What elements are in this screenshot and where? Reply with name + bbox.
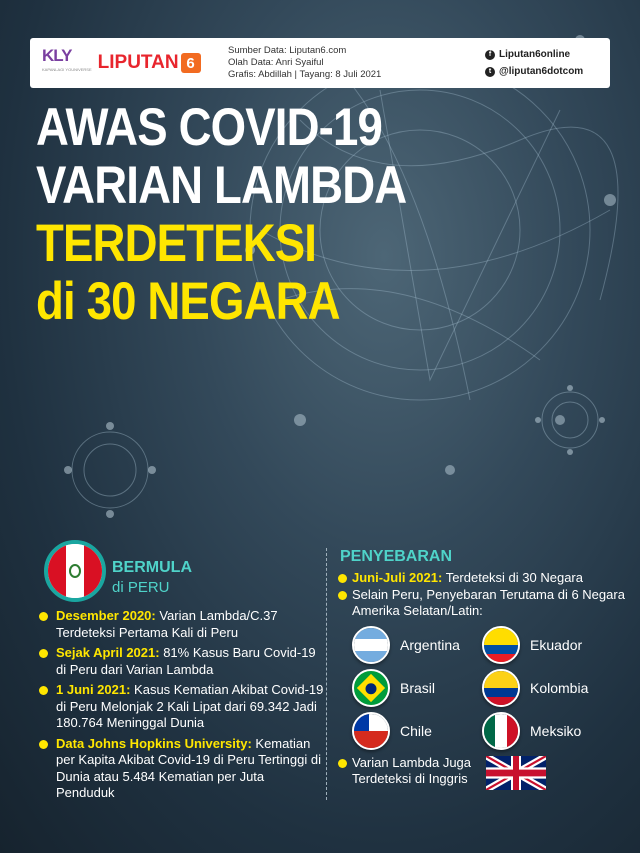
section-origin-heading — [112, 558, 192, 598]
credit-source: Sumber Data: Liputan6.com — [228, 45, 347, 56]
bullet-text: Kasus Kematian Akibat Covid-19 di Peru Melonjak 2 Kali Lipat dari 69.342 Jadi 180.764 Meninggal Dunia — [56, 682, 324, 730]
bullet-highlight: 1 Juni 2021: — [56, 682, 131, 697]
bullet-text: Kematian per Kapita Akibat Covid-19 di Peru Tertinggi di Dunia atau 5.484 Kematian per Juta Penduduk — [56, 735, 321, 800]
list-item — [36, 645, 326, 678]
country-label: Kolombia — [530, 680, 589, 696]
country-brazil — [352, 669, 435, 707]
bullet-text: Varian Lambda/C.37 Terdeteksi Pertama Kali di Peru — [56, 608, 278, 640]
twitter-icon: t — [485, 67, 495, 77]
list-item — [36, 736, 326, 802]
country-argentina — [352, 626, 460, 664]
spread-bullet-1 — [338, 570, 638, 586]
header-bar — [30, 38, 610, 88]
facebook-icon: f — [485, 50, 495, 60]
peru-flag-icon — [44, 540, 106, 602]
brand-logo[interactable] — [30, 38, 220, 88]
origin-heading-text: BERMULA — [112, 559, 192, 576]
kly-logo-text: KLY — [42, 46, 72, 65]
facebook-handle: Liputan6online — [499, 49, 571, 60]
colombia-flag-icon — [482, 669, 520, 707]
social-links — [485, 46, 583, 80]
chile-flag-icon — [352, 712, 390, 750]
bullet-text: Varian Lambda Juga Terdeteksi di Inggris — [352, 755, 472, 786]
spread-bullet-3 — [338, 755, 498, 787]
title-line-2: VARIAN LAMBDA — [36, 156, 407, 215]
bullet-text: 81% Kasus Baru Covid-19 di Peru dari Varian Lambda — [56, 645, 316, 677]
origin-bullet-list — [36, 608, 326, 806]
ecuador-flag-icon — [482, 626, 520, 664]
list-item — [36, 682, 326, 732]
origin-subheading-text: di PERU — [112, 579, 170, 596]
country-chile — [352, 712, 432, 750]
mexico-flag-icon — [482, 712, 520, 750]
liputan-logo-text: LIPUTAN — [97, 52, 179, 73]
argentina-flag-icon — [352, 626, 390, 664]
credits-block — [220, 45, 485, 81]
title-line-1: AWAS COVID-19 — [36, 98, 382, 157]
facebook-link[interactable] — [485, 46, 583, 63]
title-line-3: TERDETEKSI — [36, 214, 317, 273]
bullet-highlight: Desember 2020: — [56, 608, 156, 623]
bullet-highlight: Sejak April 2021: — [56, 645, 160, 660]
section-spread-heading: PENYEBARAN — [340, 548, 453, 565]
kly-logo-subtext: KAPANLAGI YOUNIVERSE — [42, 67, 92, 72]
kly-logo — [42, 46, 92, 77]
country-mexico — [482, 712, 581, 750]
country-label: Brasil — [400, 680, 436, 696]
twitter-handle: @liputan6dotcom — [499, 66, 584, 77]
bullet-text: Terdeteksi di 30 Negara — [442, 570, 583, 585]
credit-data: Olah Data: Anri Syaiful — [228, 57, 324, 68]
liputan-six-badge: 6 — [181, 53, 201, 73]
country-label: Ekuador — [530, 637, 583, 653]
country-colombia — [482, 669, 588, 707]
bullet-text: Selain Peru, Penyebaran Terutama di 6 Negara Amerika Selatan/Latin: — [352, 587, 625, 618]
uk-flag-icon — [486, 756, 546, 790]
column-divider — [326, 548, 327, 800]
country-label: Chile — [400, 723, 432, 739]
spread-bullet-2 — [338, 587, 638, 619]
country-ecuador — [482, 626, 582, 664]
bullet-highlight: Juni-Juli 2021: — [352, 570, 443, 585]
list-item — [36, 608, 326, 641]
country-label: Argentina — [400, 637, 460, 653]
country-label: Meksiko — [530, 723, 582, 739]
bullet-highlight: Data Johns Hopkins University: — [56, 735, 252, 751]
credit-graphics: Grafis: Abdillah | Tayang: 8 Juli 2021 — [228, 69, 382, 80]
twitter-link[interactable] — [485, 63, 583, 80]
brazil-flag-icon — [352, 669, 390, 707]
title-line-4: di 30 NEGARA — [36, 272, 340, 331]
